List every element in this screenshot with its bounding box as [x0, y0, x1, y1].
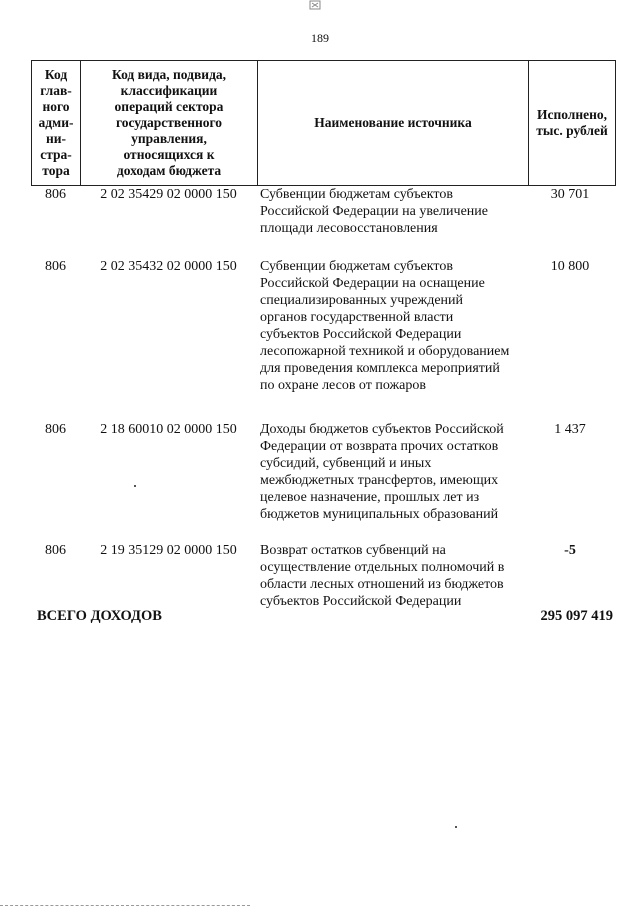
total-row — [37, 608, 613, 625]
total-label: ВСЕГО ДОХОДОВ — [37, 608, 162, 624]
classification-code-cell: 2 02 35429 02 0000 150 — [100, 187, 237, 202]
amount-cell: 30 701 — [550, 187, 590, 202]
admin-code-cell: 806 — [45, 259, 66, 274]
header-source-name: Наименование источника — [258, 61, 529, 186]
table-row — [31, 258, 613, 421]
header-admin-code: Код глав- ного адми- ни- стра- тора — [32, 61, 81, 186]
header-executed-amount: Исполнено, тыс. рублей — [529, 61, 616, 186]
source-name-cell: Возврат остатков субвенций на осуществление отдельных полномочий в области лесных отношений из бюджетов субъектов Российской Федерации — [260, 543, 505, 609]
table-body — [31, 186, 613, 612]
amount-cell: 1 437 — [554, 422, 586, 437]
classification-code-cell: 2 19 35129 02 0000 150 — [100, 543, 237, 558]
classification-code-cell: 2 18 60010 02 0000 150 — [100, 422, 237, 437]
total-value: 295 097 419 — [540, 608, 613, 624]
admin-code-cell: 806 — [45, 422, 66, 437]
source-name-cell: Субвенции бюджетам субъектов Российской Федерации на увеличение площади лесовосстановления — [260, 187, 488, 236]
table-header — [31, 60, 616, 186]
header-classification-code: Код вида, подвида, классификации операций сектора государственного управления, относящихся к доходам бюджета — [81, 61, 258, 186]
scan-edge-line — [0, 905, 250, 906]
amount-cell: -5 — [564, 543, 576, 558]
classification-code-cell: 2 02 35432 02 0000 150 — [100, 259, 237, 274]
table-row — [31, 421, 613, 542]
amount-cell: 10 800 — [550, 259, 590, 274]
scan-artifact — [134, 485, 136, 487]
admin-code-cell: 806 — [45, 543, 66, 558]
scan-mark-icon — [308, 0, 322, 10]
scan-artifact — [455, 826, 457, 828]
source-name-cell: Доходы бюджетов субъектов Российской Федерации от возврата прочих остатков субсидий, субвенций и иных межбюджетных трансфертов, имеющих целевое назначение, прошлых лет из бюджетов муниципальных образований — [260, 422, 504, 522]
table-row — [31, 542, 613, 612]
admin-code-cell: 806 — [45, 187, 66, 202]
table-row — [31, 186, 613, 258]
page-number: 189 — [311, 31, 329, 45]
source-name-cell: Субвенции бюджетам субъектов Российской Федерации на оснащение специализированных учреждений органов государственной власти субъектов Российской Федерации лесопожарной техникой и оборудованием для проведения комплекса мероприятий по охране лесов от пожаров — [260, 259, 510, 393]
